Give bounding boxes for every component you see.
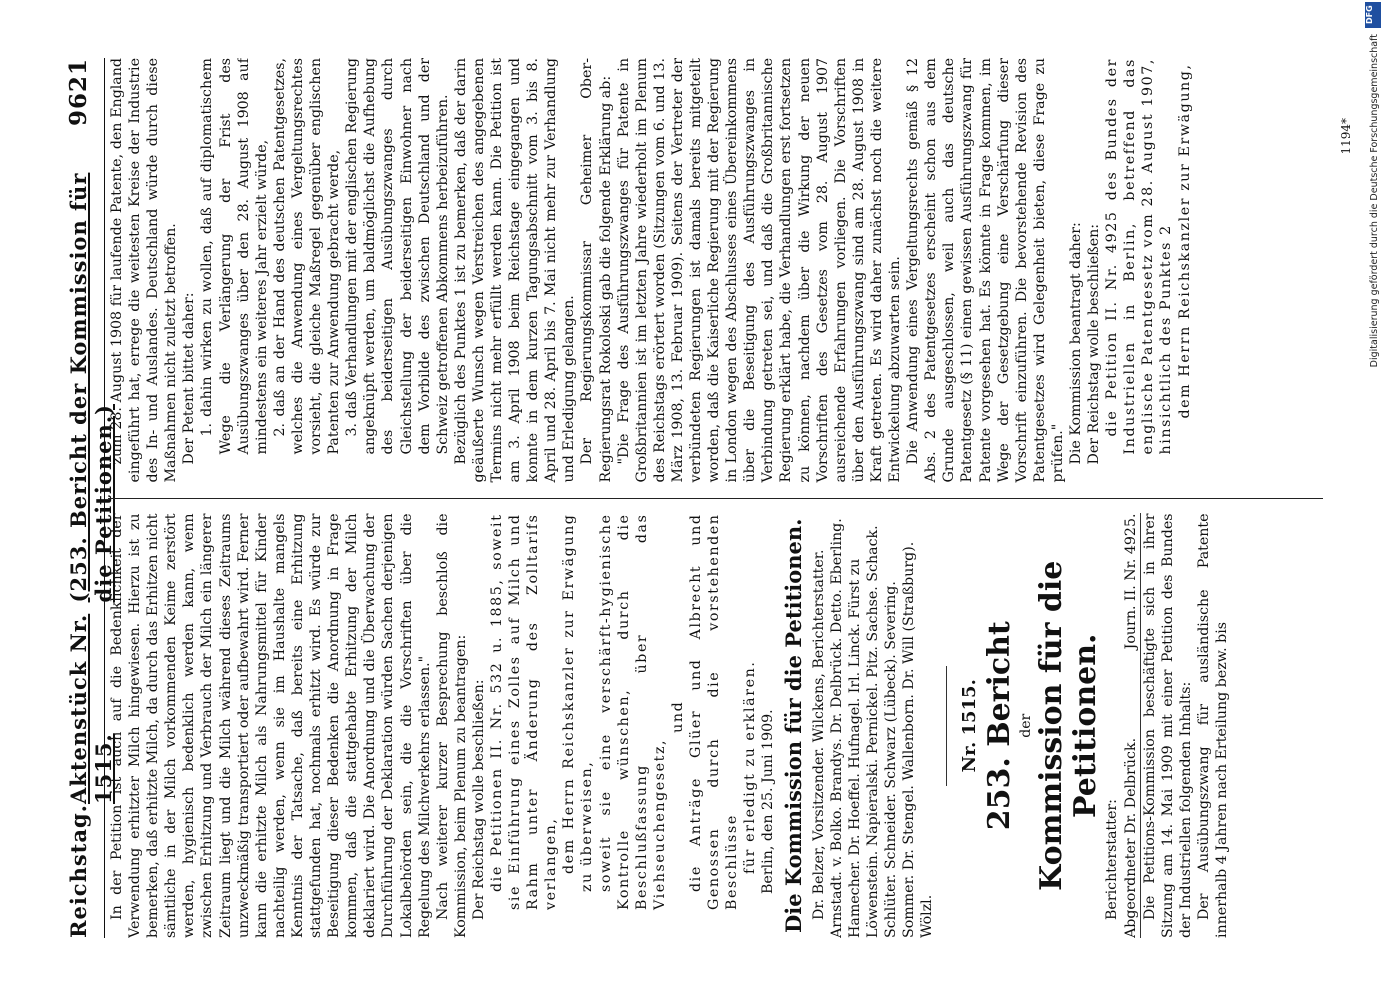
- reporter-line: [1122, 514, 1141, 939]
- digitization-sidebar: [1361, 0, 1383, 1000]
- text-columns: [108, 58, 1353, 938]
- header-reichstag: Reichstag.: [66, 804, 91, 938]
- header-page-number: 9621: [65, 58, 92, 127]
- digitization-credit: Digitalisierung gefördert durch die Deutsche Forschungsgemeinschaft: [1369, 34, 1380, 368]
- left-column: [108, 499, 1323, 939]
- left-resolution-2: dem Herrn Reichskanzler zur Erwägung zu überweisen,: [561, 513, 596, 892]
- dfg-logo-icon: DFG: [1365, 2, 1381, 28]
- report-title-commission: Kommission für die Petitionen.: [1034, 560, 1104, 891]
- left-resolution-1: die Petitionen II. Nr. 532 u. 1885, soweit sie Einführung eines Zolles auf Milch und Rahm unter Änderung des Zolltarifs verlangen,: [488, 513, 560, 910]
- signature-date: Berlin, den 25. Juni 1909.: [760, 709, 777, 894]
- commission-members: Dr. Belzer, Vorsitzender. Wilckens, Berichterstatter. Arnstadt. v. Bolko. Brandys. Dr. Delbrück. Detto. Eberling. Hamecher. Dr. Hoeffel. Hufnagel. Irl. Linck. Fürst zu Löwenstein. Napieralski. Pernickel. Pitz. Sachse. Schack. Schlüter. Schneider. Schwarz (Lübeck). Severing. Sommer. Dr. Stengel. Wallenborn. Dr. Will (Straßburg). Wölzl.: [810, 518, 936, 938]
- right-paragraph-2: Der Petent bittet daher:: [181, 292, 198, 465]
- commission-heading: Die Kommission für die Petitionen.: [781, 518, 807, 933]
- right-paragraph-6: Die Anwendung eines Vergeltungsrechts gemäß § 12 Abs. 2 des Patentgesetzes erscheint schon aus dem Grunde ausgeschlossen, weil auch das deutsche Patentgesetz (§ 11) einen gewissen Ausführungszwang für Patente vorgesehen hat. Es könnte in Frage kommen, im Wege der Gesetzgebung eine Verschärfung dieser Vorschrift einzuführen. Die bevorstehende Revision des Patentgesetzes wird Gelegenheit bieten, diese Frage zu prüfen.": [905, 58, 1066, 483]
- reporter-name: Abgeordneter Dr. Delbrück.: [1122, 737, 1139, 938]
- left-and: und: [669, 700, 686, 733]
- header-aktenstueck: Aktenstück Nr. 1515.: [66, 613, 116, 805]
- left-paragraph-1: In der Petition ist auch auf die Bedenklichkeit der Verwendung erhitzter Milch hingewiesen. Hierzu ist zu bemerken, daß erhitzte Milch, da durch das Erhitzen nicht sämtliche in der Milch vorkommenden Keime zerstört werden, hygienisch bedenklich werden kann, wenn zwischen Erhitzung und Verbrauch der Milch ein längerer Zeitraum liegt und die Milch während dieses Zeitraums unzweckmäßig transportiert oder aufbewahrt wird. Ferner kann die erhitzte Milch als Nahrungsmittel für Kinder nachteilig werden, wenn sie im Haushalte mangels Kenntnis der Tatsache, daß bereits eine Erhitzung stattgefunden hat, nochmals erhitzt wird. Es würde zur Beseitigung dieser Bedenken die Anordnung in Frage kommen, daß die stattgehabte Erhitzung der Milch deklariert wird. Die Anordnung und die Überwachung der Durchführung der Deklaration würden Sachen derjenigen Lokalbehörden sein, die die Vorschriften über die Regelung des Milchverkehrs erlassen.": [109, 513, 433, 938]
- right-column: [108, 58, 1323, 499]
- right-paragraph-5: "Die Frage des Ausführungszwanges für Patente in Großbritannien ist im letzten Jahre wiederholt im Plenum des Reichstags erörtert worden (Sitzungen vom 6. und 13. März 1908, 13. Februar 1909). Seitens der Vertreter der verbündeten Regierungen ist damals bereits mitgeteilt worden, daß die Kaiserliche Regierung mit der Regierung in London wegen des Abschlusses eines Übereinkommens über die Beseitigung des Ausführungszwanges in Verbindung getreten sei, und daß die Großbritannische Regierung erklärt habe, die Verhandlungen erst fortsetzen zu können, nachdem über die Wirkung der neuen Vorschriften des Gesetzes vom 28. August 1907 ausreichende Erfahrungen vorliegen. Die Vorschriften über den Ausführungszwang sind am 28. August 1908 in Kraft getreten. Es wird daher zunächst noch die weitere Entwickelung abzuwarten sein.: [615, 58, 904, 483]
- left-paragraph-3: Der Reichstag wolle beschließen:: [470, 679, 487, 920]
- request-item-1: 1. dahin wirken zu wollen, daß auf diplomatischem Wege die Verlängerung der Frist des Ausübungszwanges über den 28. August 1908 auf mindestens ein weiteres Jahr erzielt würde,: [199, 58, 270, 455]
- report-title-der: der: [1018, 713, 1035, 738]
- left-paragraph-11: Der Ausübungszwang für ausländische Patente innerhalb 4 Jahren nach Erteilung bezw. bis: [1195, 513, 1230, 938]
- left-paragraph-2: Nach weiterer kurzer Besprechung beschloß die Kommission, beim Plenum zu beantragen:: [434, 513, 469, 938]
- right-paragraph-1: zum 28. August 1908 für laufende Patente, den England eingeführt hat, errege die weitesten Kreise der Industrie des In- und Auslandes. Deutschland würde durch diese Maßnahmen nicht zuletzt betroffen.: [109, 58, 180, 483]
- divider-rule: [946, 666, 947, 786]
- request-item-2: 2. daß an der Hand des deutschen Patentgesetzes, welches die Anwendung eines Vergeltungsrechtes vorsieht, die gleiche Maßregel gegenüber englischen Patenten zur Anwendung gebracht werde,: [271, 58, 343, 455]
- left-resolution-3: soweit sie eine verschärft-hygienische Kontrolle wünschen, durch die Beschlußfassung über das Viehseuchengesetz,: [597, 513, 668, 910]
- reporter-label: Berichterstatter:: [1104, 799, 1121, 920]
- right-resolution-2: dem Herrn Reichskanzler zur Erwägung,: [1176, 63, 1193, 419]
- right-paragraph-7: Die Kommission beantragt daher:: [1067, 222, 1084, 465]
- journal-number: Journ. II. Nr. 4925.: [1122, 513, 1139, 650]
- report-title: 253. Bericht: [982, 621, 1018, 831]
- right-paragraph-8: Der Reichstag wolle beschließen:: [1086, 223, 1103, 465]
- left-resolution-4: die Anträge Glüer und Albrecht und Genossen durch die vorstehenden Beschlüsse: [688, 513, 741, 910]
- left-paragraph-10: Die Petitions-Kommission beschäftigte sich in ihrer Sitzung am 14. Mai 1909 mit einer Petition des Bundes der Industriellen folgenden Inhalts:: [1141, 513, 1194, 938]
- right-paragraph-3: Bezüglich des Punktes 1 ist zu bemerken, daß der darin geäußerte Wunsch wegen Verstreichen des angegebenen Termins nicht mehr erfüllt werden kann. Die Petition ist am 3. April 1908 beim Reichstage eingegangen und konnte in dem kurzen Tagungsabschnitt vom 3. bis 8. April und 28. April bis 7. Mai nicht mehr zur Verhandlung und Erledigung gelangen.: [452, 58, 578, 483]
- page-header: [65, 58, 116, 938]
- right-paragraph-4: Der Regierungskommissar Geheimer Ober-Regierungsrat Rokoloski gab die folgende Erklärung ab:: [579, 58, 614, 483]
- left-resolution-5: für erledigt zu erklären.: [742, 660, 759, 874]
- sheet-number: 1194*: [1339, 118, 1353, 155]
- header-bericht: (253. Bericht der Kommission für die Petitionen.): [66, 172, 116, 603]
- right-resolution-1: die Petition II. Nr. 4925 des Bundes der Industriellen in Berlin, betreffend das englische Patentgesetz vom 28. August 1907, hinsichtlich des Punktes 2: [1104, 58, 1175, 455]
- document-number: Nr. 1515.: [959, 679, 981, 773]
- request-item-3: 3. daß Verhandlungen mit der englischen Regierung angeknüpft werden, um baldmöglichst die Aufhebung des beiderseitigen Ausübungszwanges durch Gleichstellung der beiderseitigen Einwohner nach dem Vorbilde des zwischen Deutschland und der Schweiz getroffenen Abkommens herbeizuführen.: [344, 58, 451, 455]
